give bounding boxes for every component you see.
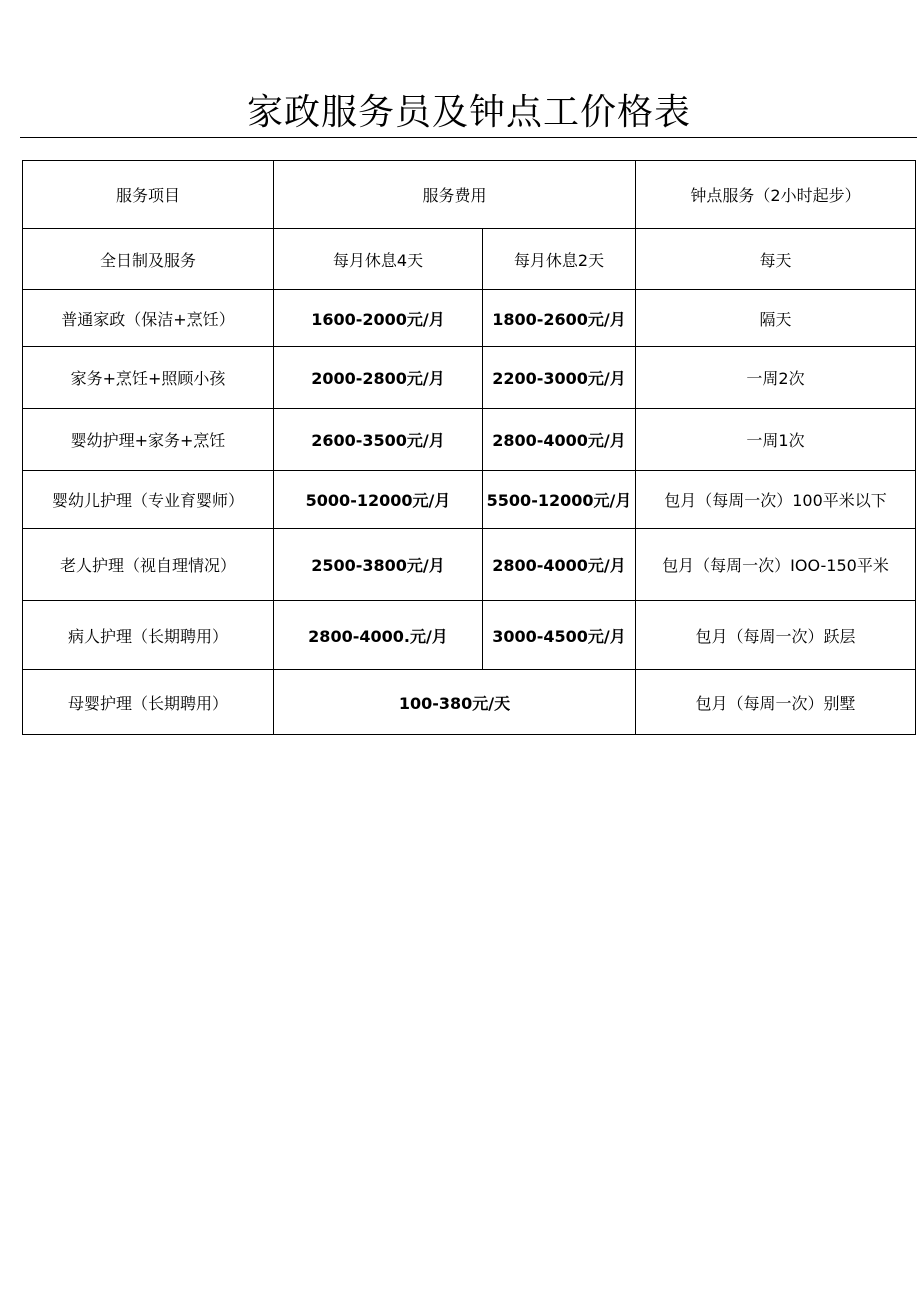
price-rest-4-cell: 2500-3800元/月 — [274, 529, 483, 601]
price-rest-2-cell: 2800-4000元/月 — [483, 529, 636, 601]
hourly-frequency-cell: 包月（每周一次）跃层 — [636, 601, 916, 670]
header-service-item: 服务项目 — [23, 161, 274, 229]
price-rest-4-cell: 5000-12000元/月 — [274, 471, 483, 529]
hourly-frequency-cell: 包月（每周一次）别墅 — [636, 670, 916, 735]
subheader-rest-2-days: 每月休息2天 — [483, 229, 636, 290]
table-row — [23, 529, 916, 601]
title-underline — [20, 137, 917, 138]
price-daily-cell: 100-380元/天 — [274, 670, 636, 735]
service-name-cell: 家务+烹饪+照顾小孩 — [23, 347, 274, 409]
subheader-full-time: 全日制及服务 — [23, 229, 274, 290]
price-rest-4-cell: 1600-2000元/月 — [274, 290, 483, 347]
header-hourly-service: 钟点服务（2小时起步） — [636, 161, 916, 229]
table-row — [23, 601, 916, 670]
page-title: 家政服务员及钟点工价格表 — [246, 92, 691, 133]
service-name-cell: 老人护理（视自理情况） — [23, 529, 274, 601]
header-row — [23, 161, 916, 229]
hourly-frequency-cell: 包月（每周一次）IOO-150平米 — [636, 529, 916, 601]
service-name-cell: 婴幼儿护理（专业育婴师） — [23, 471, 274, 529]
table-row — [23, 290, 916, 347]
hourly-frequency-cell: 隔天 — [636, 290, 916, 347]
price-rest-2-cell: 2800-4000元/月 — [483, 409, 636, 471]
subheader-row — [23, 229, 916, 290]
hourly-frequency-cell: 一周1次 — [636, 409, 916, 471]
subheader-daily: 每天 — [636, 229, 916, 290]
subheader-rest-4-days: 每月休息4天 — [274, 229, 483, 290]
price-rest-4-cell: 2000-2800元/月 — [274, 347, 483, 409]
service-name-cell: 母婴护理（长期聘用） — [23, 670, 274, 735]
price-rest-4-cell: 2800-4000.元/月 — [274, 601, 483, 670]
price-rest-4-cell: 2600-3500元/月 — [274, 409, 483, 471]
hourly-frequency-cell: 包月（每周一次）100平米以下 — [636, 471, 916, 529]
service-name-cell: 普通家政（保洁+烹饪） — [23, 290, 274, 347]
hourly-frequency-cell: 一周2次 — [636, 347, 916, 409]
table-row — [23, 347, 916, 409]
table-row — [23, 471, 916, 529]
service-name-cell: 病人护理（长期聘用） — [23, 601, 274, 670]
price-rest-2-cell: 1800-2600元/月 — [483, 290, 636, 347]
price-rest-2-cell: 5500-12000元/月 — [483, 471, 636, 529]
table-row — [23, 409, 916, 471]
service-name-cell: 婴幼护理+家务+烹饪 — [23, 409, 274, 471]
price-rest-2-cell: 2200-3000元/月 — [483, 347, 636, 409]
price-table — [22, 160, 916, 735]
table-row — [23, 670, 916, 735]
header-service-fee: 服务费用 — [274, 161, 636, 229]
price-rest-2-cell: 3000-4500元/月 — [483, 601, 636, 670]
